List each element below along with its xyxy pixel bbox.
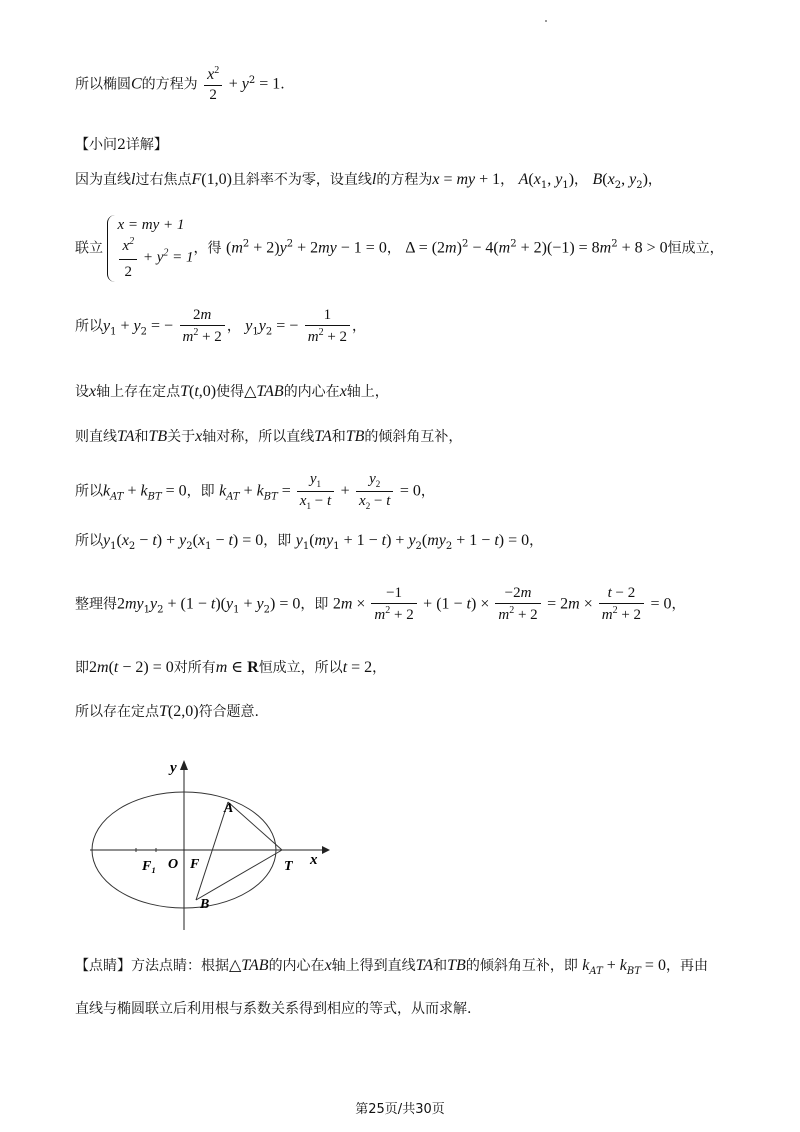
- page-number: 第25页/共30页: [355, 1102, 445, 1117]
- equation-line-3: 因为直线l过右焦点F(1,0)且斜率不为零，设直线l的方程为x = my + 1， $A(x_1$, $y_1$)， $B(x_2$, $y_2$)，: [75, 171, 662, 191]
- text-l1-a: 所以椭圆: [75, 76, 131, 93]
- equation-line-12: 所以存在定点T(2,0)符合题意.: [75, 703, 260, 720]
- equation-line-7: 则直线TA和TB关于x轴对称，所以直线TA和TB的倾斜角互补，: [75, 428, 463, 445]
- equation-line-6: 设x轴上存在定点T(t,0)使得△TAB的内心在x轴上，: [75, 383, 389, 400]
- label-b: B: [200, 897, 210, 912]
- label-x: x: [310, 852, 318, 868]
- label-y: y: [170, 760, 177, 776]
- equation-line-14: 直线与椭圆联立后利用根与系数关系得到相应的等式，从而求解.: [75, 1001, 472, 1017]
- segment-tb: [196, 850, 282, 900]
- scan-mark: [545, 20, 547, 22]
- equation-line-10: 整理得$2my_1y_2 + (1 - t)(y_1 + y_2) = 0$，即 2m × $\frac{-1}{m^2 + 2}$ + (1 − t) × $\frac{-2m}{m^2 + 2}$ = 2m × $\frac{t - 2}{m^2 + 2}$ = 0，: [75, 585, 686, 623]
- label-f1: F₁: [142, 859, 157, 874]
- x-axis-arrow-icon: [322, 846, 330, 854]
- equation-line-4: 联立 x = my + 1 $\frac{x^2}{2}$ + $y^2 = 1$ ，得 $(m^2 + 2)y^2 + 2my - 1 = 0$， $\Delta = (2m)^2 - 4(m^2 + 2)(-1) = 8m^2 + 8 > 0$恒成立，: [75, 215, 724, 282]
- segment-ta: [228, 802, 282, 850]
- ellipse-figure: [90, 758, 350, 938]
- equation-line-1: 所以椭圆C的方程为 $\frac{x^2}{2}$ + $y^2 = 1$.: [75, 65, 285, 103]
- section-heading: 【小问2详解】: [75, 137, 168, 153]
- line-l: [196, 802, 228, 900]
- label-f: F: [190, 857, 200, 872]
- equation-line-9: 所以$y_1(x_2 - t) + y_2(x_1 - t) = 0$，即 $y_1(my_1 + 1 - t) + y_2(my_2 + 1 - t) = 0$，: [75, 532, 544, 552]
- equation-line-8: 所以$k_{AT} + k_{BT} = 0$，即 $k_{AT} + k_{BT}$ = $\frac{y_1}{x_1 - t}$ + $\frac{y_2}{x_2 - t}$ = 0，: [75, 471, 435, 511]
- y-axis-arrow-icon: [180, 760, 188, 770]
- label-origin: O: [168, 857, 179, 872]
- equation-line-11: 即2m(t − 2) = 0对所有m ∈ R恒成立，所以t = 2，: [75, 659, 387, 676]
- equation-line-13: 【点睛】方法点睛：根据△TAB的内心在x轴上得到直线TA和TB的倾斜角互补，即 $k_{AT} + k_{BT} = 0$，再由: [75, 957, 708, 977]
- equation-line-5: 所以$y_1 + y_2$ = − $\frac{2m}{m^2 + 2}$ ， $y_1y_2$ = − $\frac{1}{m^2 + 2}$ ，: [75, 307, 367, 345]
- label-a: A: [224, 801, 234, 816]
- label-t: T: [284, 859, 293, 874]
